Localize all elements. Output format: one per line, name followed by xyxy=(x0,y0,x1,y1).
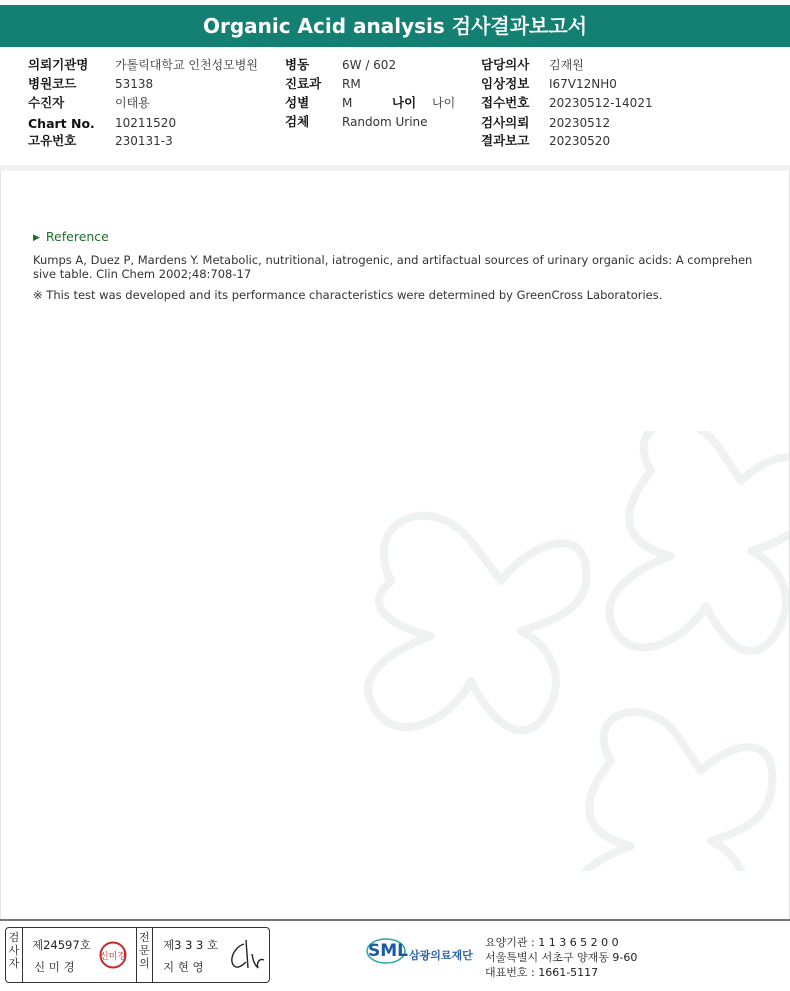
request-date-value: 20230512 xyxy=(549,116,611,130)
hospital-code-label: 병원코드 xyxy=(28,76,77,91)
specialist-license-no: 제3 3 3 호 xyxy=(163,938,219,952)
examiner-name: 신 미 경 xyxy=(34,960,75,974)
specialist-vertical-label: 전문의 xyxy=(136,928,153,982)
physician-value: 김재원 xyxy=(549,58,584,72)
report-footer xyxy=(0,919,790,991)
cross-watermark-icon xyxy=(321,431,790,871)
ward-label: 병동 xyxy=(285,57,310,72)
reference-heading-text: Reference xyxy=(45,229,109,244)
institution-label: 의뢰기관명 xyxy=(28,57,89,72)
patient-value: 이태용 xyxy=(115,96,150,110)
reference-citation: Kumps A, Duez P, Mardens Y. Metabolic, nutritional, iatrogenic, and artifactual sources of urinary organic acids: A comprehensive table. Clin Chem 2002;48:708-17 xyxy=(33,253,753,281)
organization-address: 서울특별시 서초구 양재동 9-60 xyxy=(485,951,638,964)
report-title: Organic Acid analysis 검사결과보고서 xyxy=(0,5,790,47)
institution-value: 가톨릭대학교 인천성모병원 xyxy=(115,58,258,72)
report-body xyxy=(0,171,790,919)
organization-name: 삼광의료재단 xyxy=(409,949,473,962)
chart-no-label: Chart No. xyxy=(28,116,95,131)
clinical-info-value: I67V12NH0 xyxy=(549,77,617,91)
age-value: 나이 xyxy=(432,96,456,110)
reference-heading xyxy=(33,229,109,244)
sex-value: M xyxy=(342,96,353,110)
examiner-license-no: 제24597호 xyxy=(32,938,91,952)
hospital-code-value: 53138 xyxy=(115,77,154,91)
physician-label: 담당의사 xyxy=(481,57,530,72)
examiner-vertical-label: 검사자 xyxy=(6,928,23,982)
specimen-value: Random Urine xyxy=(342,115,428,129)
examiner-seal-stamp xyxy=(98,940,128,970)
sml-logo-text: SML xyxy=(368,941,408,961)
receipt-no-value: 20230512-14021 xyxy=(549,96,653,110)
signature-box xyxy=(5,927,270,983)
request-date-label: 검사의뢰 xyxy=(481,115,530,130)
facility-code: 요양기관 : 1 1 3 6 5 2 0 0 xyxy=(485,936,619,949)
patient-info-panel xyxy=(0,47,790,166)
unique-no-value: 230131-3 xyxy=(115,134,173,148)
department-value: RM xyxy=(342,77,361,91)
specimen-label: 검체 xyxy=(285,114,310,129)
main-phone: 대표번호 : 1661-5117 xyxy=(485,966,599,979)
report-date-value: 20230520 xyxy=(549,134,611,148)
patient-label: 수진자 xyxy=(28,95,65,110)
age-label: 나이 xyxy=(392,95,417,110)
disclaimer-note: ※ This test was developed and its performance characteristics were determined by GreenCross Laboratories. xyxy=(33,288,663,302)
unique-no-label: 고유번호 xyxy=(28,133,77,148)
sex-label: 성별 xyxy=(285,95,310,110)
specialist-signature xyxy=(224,934,266,974)
ward-value: 6W / 602 xyxy=(342,58,397,72)
seal-text: 신미경 xyxy=(99,952,127,962)
specialist-name: 지 현 영 xyxy=(163,960,204,974)
receipt-no-label: 접수번호 xyxy=(481,95,530,110)
chart-no-value: 10211520 xyxy=(115,116,177,130)
department-label: 진료과 xyxy=(285,76,322,91)
clinical-info-label: 임상정보 xyxy=(481,76,530,91)
report-date-label: 결과보고 xyxy=(481,133,530,148)
triangle-right-icon: ▶ xyxy=(33,233,40,243)
